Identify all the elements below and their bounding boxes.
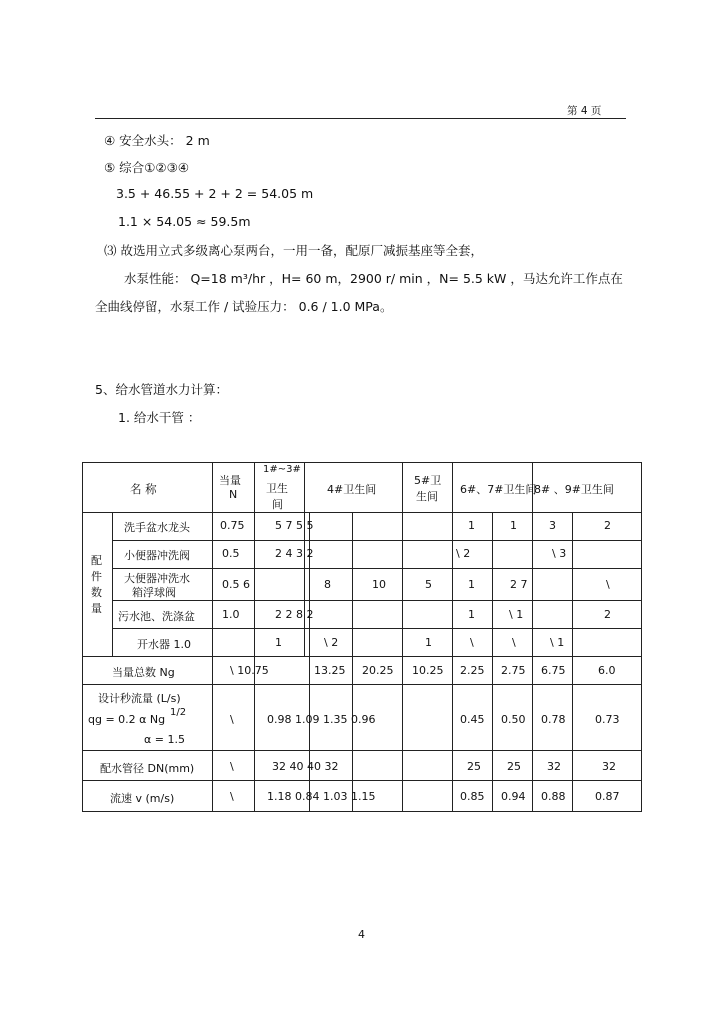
text-line-combined: ⑤ 综合①②③④ bbox=[104, 160, 190, 175]
table-rule bbox=[82, 780, 642, 781]
table-rule bbox=[492, 512, 493, 812]
cell: 6.0 bbox=[598, 664, 616, 677]
table-rule bbox=[532, 462, 533, 812]
table-rule bbox=[82, 462, 642, 463]
row-label-dn: 配水管径 DN(mm) bbox=[100, 762, 195, 775]
cell: 1.18 0.84 1.03 1.15 bbox=[267, 790, 376, 803]
cell: 10 bbox=[372, 578, 386, 591]
table-rule bbox=[82, 512, 642, 513]
cell: 0.5 6 bbox=[222, 578, 250, 591]
cell: 10.25 bbox=[412, 664, 444, 677]
cell: 2 7 bbox=[510, 578, 528, 591]
page-number: 4 bbox=[358, 928, 365, 941]
flow-alpha: α = 1.5 bbox=[144, 733, 185, 746]
cell: 2 bbox=[604, 519, 611, 532]
cell: 1 bbox=[275, 636, 282, 649]
header-equiv-n: N bbox=[229, 488, 238, 501]
cell: 2 2 8 2 bbox=[275, 608, 314, 621]
cell: 0.75 bbox=[220, 519, 245, 532]
cell: \ 2 bbox=[324, 636, 339, 649]
cell: 0.98 1.09 1.35 0.96 bbox=[267, 713, 376, 726]
cell: 0.45 bbox=[460, 713, 485, 726]
table-rule bbox=[112, 628, 642, 629]
table-rule bbox=[82, 684, 642, 685]
table-rule bbox=[82, 656, 642, 657]
cell: 2 bbox=[604, 608, 611, 621]
header-wc5: 生间 bbox=[416, 490, 438, 503]
flow-formula: qg = 0.2 α Ng bbox=[88, 713, 166, 726]
row-label-flow: 设计秒流量 (L/s) bbox=[98, 692, 181, 705]
section-heading-5: 5、给水管道水力计算： bbox=[95, 382, 228, 397]
header-wc1-3: 间 bbox=[272, 498, 283, 511]
header-wc6-7: 6#、7#卫生间 bbox=[460, 483, 537, 496]
row-name: 开水器 1.0 bbox=[137, 638, 191, 651]
row-label-velocity: 流速 v (m/s) bbox=[110, 792, 175, 805]
group-label-char: 量 bbox=[91, 602, 102, 615]
cell: 0.78 bbox=[541, 713, 566, 726]
header-wc1-3: 1#~3# bbox=[263, 464, 301, 475]
cell: \ 1 bbox=[550, 636, 565, 649]
table-rule bbox=[112, 540, 642, 541]
cell: 1 bbox=[468, 608, 475, 621]
header-wc4: 4#卫生间 bbox=[327, 483, 377, 496]
cell: 0.85 bbox=[460, 790, 485, 803]
row-label-ng: 当量总数 Ng bbox=[112, 666, 175, 679]
cell: 0.94 bbox=[501, 790, 526, 803]
cell: \ 3 bbox=[552, 547, 567, 560]
cell: 1 bbox=[425, 636, 432, 649]
cell: \ bbox=[470, 636, 474, 649]
text-line-calc-2: 1.1 × 54.05 ≈ 59.5m bbox=[118, 214, 251, 229]
cell: 20.25 bbox=[362, 664, 394, 677]
text-line-safety-head: ④ 安全水头： 2 m bbox=[104, 133, 210, 148]
table-rule bbox=[112, 600, 642, 601]
cell: 1 bbox=[510, 519, 517, 532]
cell: 5 7 5 5 bbox=[275, 519, 314, 532]
cell: \ bbox=[606, 578, 610, 591]
table-rule bbox=[82, 811, 642, 812]
cell: 32 40 40 32 bbox=[272, 760, 339, 773]
cell: 1 bbox=[468, 578, 475, 591]
cell: 0.87 bbox=[595, 790, 620, 803]
table-rule bbox=[641, 462, 642, 812]
header-equiv: 当量 bbox=[219, 474, 241, 487]
text-line-pump-pressure: 全曲线停留，水泵工作 / 试验压力： 0.6 / 1.0 MPa。 bbox=[95, 299, 393, 314]
cell: 3 bbox=[549, 519, 556, 532]
cell: \ 1 bbox=[509, 608, 524, 621]
table-rule bbox=[112, 512, 113, 656]
text-line-calc-1: 3.5 + 46.55 + 2 + 2 = 54.05 m bbox=[116, 186, 314, 201]
cell: 32 bbox=[547, 760, 561, 773]
cell: \ bbox=[230, 760, 234, 773]
cell: 0.88 bbox=[541, 790, 566, 803]
header-name: 名 称 bbox=[130, 482, 157, 496]
cell: 2.25 bbox=[460, 664, 485, 677]
table-rule bbox=[352, 512, 353, 812]
cell: 32 bbox=[602, 760, 616, 773]
group-label-char: 数 bbox=[91, 586, 102, 599]
table-rule bbox=[212, 462, 213, 812]
cell: 0.5 bbox=[222, 547, 240, 560]
cell: 0.50 bbox=[501, 713, 526, 726]
table-rule bbox=[82, 750, 642, 751]
table-rule bbox=[402, 462, 403, 812]
group-label-char: 配 bbox=[91, 554, 102, 567]
cell: \ bbox=[230, 713, 234, 726]
group-label-char: 件 bbox=[91, 570, 102, 583]
cell: 13.25 bbox=[314, 664, 346, 677]
cell: 8 bbox=[324, 578, 331, 591]
cell: 0.73 bbox=[595, 713, 620, 726]
header-rule bbox=[95, 118, 626, 119]
cell: 2 4 3 2 bbox=[275, 547, 314, 560]
cell: 1.0 bbox=[222, 608, 240, 621]
cell: 25 bbox=[507, 760, 521, 773]
cell: 25 bbox=[467, 760, 481, 773]
header-wc8-9: 8# 、9#卫生间 bbox=[534, 483, 614, 496]
row-name: 洗手盆水龙头 bbox=[124, 521, 190, 534]
cell: \ bbox=[230, 790, 234, 803]
text-line-pump-selection: ⑶ 故选用立式多级离心泵两台，一用一备，配原厂减振基座等全套， bbox=[104, 243, 483, 258]
cell: \ 10.75 bbox=[230, 664, 269, 677]
hydraulic-calc-table bbox=[82, 462, 642, 812]
table-rule bbox=[112, 568, 642, 569]
header-wc5: 5#卫 bbox=[414, 474, 442, 487]
row-name: 污水池、洗涤盆 bbox=[118, 610, 195, 623]
page-header-label: 第 4 页 bbox=[567, 105, 602, 117]
flow-formula-exponent: 1/2 bbox=[170, 707, 187, 718]
cell: 1 bbox=[468, 519, 475, 532]
section-heading-5-1: 1. 给水干管 ： bbox=[118, 410, 201, 425]
cell: \ bbox=[512, 636, 516, 649]
cell: \ 2 bbox=[456, 547, 471, 560]
table-rule bbox=[82, 462, 83, 812]
header-wc1-3: 卫生 bbox=[266, 482, 288, 495]
row-name: 大便器冲洗水 bbox=[124, 572, 190, 585]
cell: 5 bbox=[425, 578, 432, 591]
table-rule bbox=[572, 512, 573, 812]
cell: 2.75 bbox=[501, 664, 526, 677]
row-name: 小便器冲洗阀 bbox=[124, 549, 190, 562]
text-line-pump-performance: 水泵性能： Q=18 m³/hr ，H= 60 m，2900 r/ min ，N= 5.5 kW ，马达允许工作点在 bbox=[124, 271, 623, 286]
table-rule bbox=[254, 462, 255, 812]
cell: 6.75 bbox=[541, 664, 566, 677]
table-rule bbox=[452, 462, 453, 812]
row-name: 箱浮球阀 bbox=[132, 586, 176, 599]
